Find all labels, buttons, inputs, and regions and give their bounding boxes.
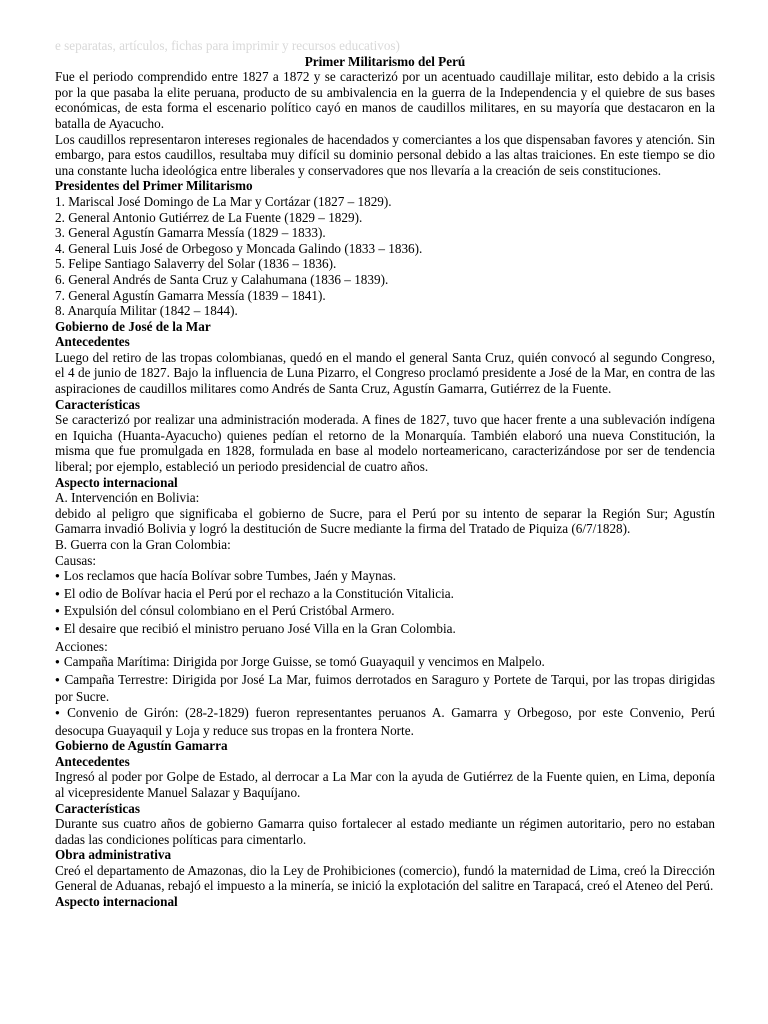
intro-paragraph-1: Fue el periodo comprendido entre 1827 a 1872 y se caracterizó por un acentuado caudillaje militar, esto debido a la crisis por la que pasaba la elite peruana, producto de su ambivalencia en la guerra de la Independencia y el quiebre de sus bases económicas, de esta forma el escenario político cayó en manos de caudillos militares, en su mayoría que destacaron en la batalla de Ayacucho. <box>55 69 715 131</box>
bolivia-text: debido al peligro que significaba el gobierno de Sucre, para el Perú por su intento de separar la Región Sur; Agustín Gamarra invadió Bolivia y logró la destitución de Sucre mediante la firma del Tratado de Piquiza (6/7/1828). <box>55 505 715 537</box>
lamar-heading: Gobierno de José de la Mar <box>55 318 211 334</box>
causa-item: ● Expulsión del cónsul colombiano en el Perú Cristóbal Armero. <box>55 603 715 621</box>
gamarra-caracteristicas-heading: Características <box>55 800 140 816</box>
accion-item: ● Campaña Marítima: Dirigida por Jorge Guisse, se tomó Guayaquil y vencimos en Malpelo. <box>55 654 715 672</box>
faded-header-text: e separatas, artículos, fichas para imprimir y recursos educativos) <box>55 38 400 53</box>
gamarra-heading: Gobierno de Agustín Gamarra <box>55 738 228 754</box>
causa-item: ● Los reclamos que hacía Bolívar sobre Tumbes, Jaén y Maynas. <box>55 568 715 586</box>
lamar-antecedentes-text: Luego del retiro de las tropas colombianas, quedó en el mando el general Santa Cruz, quién convocó al segundo Congreso, el 4 de junio de 1827. Bajo la influencia de Luna Pizarro, el Congreso proclamó presidente a José de la Mar, en contra de las aspiraciones de caudillos militares como Andrés de Santa Cruz, Agustín Gamarra, Gutiérrez de la Fuente. <box>55 349 715 397</box>
list-item: 2. General Antonio Gutiérrez de La Fuente (1829 – 1829). <box>55 209 363 225</box>
list-item: 3. General Agustín Gamarra Messía (1829 – 1833). <box>55 225 326 241</box>
causas-label: Causas: <box>55 552 97 568</box>
list-item: 8. Anarquía Militar (1842 – 1844). <box>55 303 238 319</box>
gamarra-obra-text: Creó el departamento de Amazonas, dio la Ley de Prohibiciones (comercio), fundó la maternidad de Lima, creó la Dirección General de Aduanas, rebajó el impuesto a la minería, se inició la explotación del salitre en Tarapacá, creó el Ateneo del Perú. <box>55 862 715 894</box>
gamarra-antecedentes-text: Ingresó al poder por Golpe de Estado, al derrocar a La Mar con la ayuda de Gutiérrez de la Fuente quien, en Lima, deponía al vicepresidente Manuel Salazar y Baquíjano. <box>55 769 715 800</box>
list-item: 6. General Andrés de Santa Cruz y Calahumana (1836 – 1839). <box>55 271 389 287</box>
accion-item: ● Convenio de Girón: (28-2-1829) fueron representantes peruanos A. Gamarra y Orbegoso, por este Convenio, Perú desocupa Guayaquil y Loja y reduce sus tropas en la frontera Norte. <box>55 705 715 738</box>
list-item: 4. General Luis José de Orbegoso y Moncada Galindo (1833 – 1836). <box>55 240 423 256</box>
lamar-antecedentes-heading: Antecedentes <box>55 334 130 350</box>
lamar-internacional-heading: Aspecto internacional <box>55 474 178 490</box>
accion-item: ● Campaña Terrestre: Dirigida por José La Mar, fuimos derrotados en Saraguro y Portete de Tarqui, por las tropas dirigidas por Sucre. <box>55 672 715 705</box>
lamar-caracteristicas-text: Se caracterizó por realizar una administración moderada. A fines de 1827, tuvo que hacer frente a una sublevación indígena en Iquicha (Huanta-Ayacucho) quienes pedían el retorno de la Monarquía. También elaboró una nueva Constitución, la misma que fue promulgada en 1828, formulada en base al modelo norteamericano, caracterizándose por ser de tendencia liberal; por ejemplo, estableció un periodo presidencial de cuatro años. <box>55 412 715 475</box>
causa-item: ● El desaire que recibió el ministro peruano José Villa en la Gran Colombia. <box>55 621 715 639</box>
intro-paragraph-2: Los caudillos representaron intereses regionales de hacendados y comerciantes a los que dispensaban favores y atención. Sin embargo, para estos caudillos, resultaba muy difícil su dominio personal debido a las altas traiciones. En este tiempo se dio una constante lucha ideológica entre liberales y conservadores que nos llevaría a la creación de seis constituciones. <box>55 131 715 178</box>
bolivia-label: A. Intervención en Bolivia: <box>55 490 200 506</box>
gamarra-internacional-heading: Aspecto internacional <box>55 894 178 910</box>
presidents-heading: Presidentes del Primer Militarismo <box>55 178 253 194</box>
document-title: Primer Militarismo del Perú <box>304 53 466 69</box>
gamarra-antecedentes-heading: Antecedentes <box>55 753 130 769</box>
causa-item: ● El odio de Bolívar hacia el Perú por el rechazo a la Constitución Vitalicia. <box>55 586 715 604</box>
presidents-list <box>55 194 715 319</box>
lamar-caracteristicas-heading: Características <box>55 396 140 412</box>
document-page <box>55 38 715 910</box>
colombia-label: B. Guerra con la Gran Colombia: <box>55 537 231 552</box>
gamarra-obra-heading: Obra administrativa <box>55 847 172 863</box>
list-item: 7. General Agustín Gamarra Messía (1839 – 1841). <box>55 287 326 303</box>
list-item: 1. Mariscal José Domingo de La Mar y Cortázar (1827 – 1829). <box>55 193 392 209</box>
gamarra-caracteristicas-text: Durante sus cuatro años de gobierno Gamarra quiso fortalecer al estado mediante un régimen autoritario, pero no estaban dadas las condiciones políticas para cimentarlo. <box>55 816 715 847</box>
acciones-label: Acciones: <box>55 638 108 654</box>
list-item: 5. Felipe Santiago Salaverry del Solar (1836 – 1836). <box>55 256 337 272</box>
